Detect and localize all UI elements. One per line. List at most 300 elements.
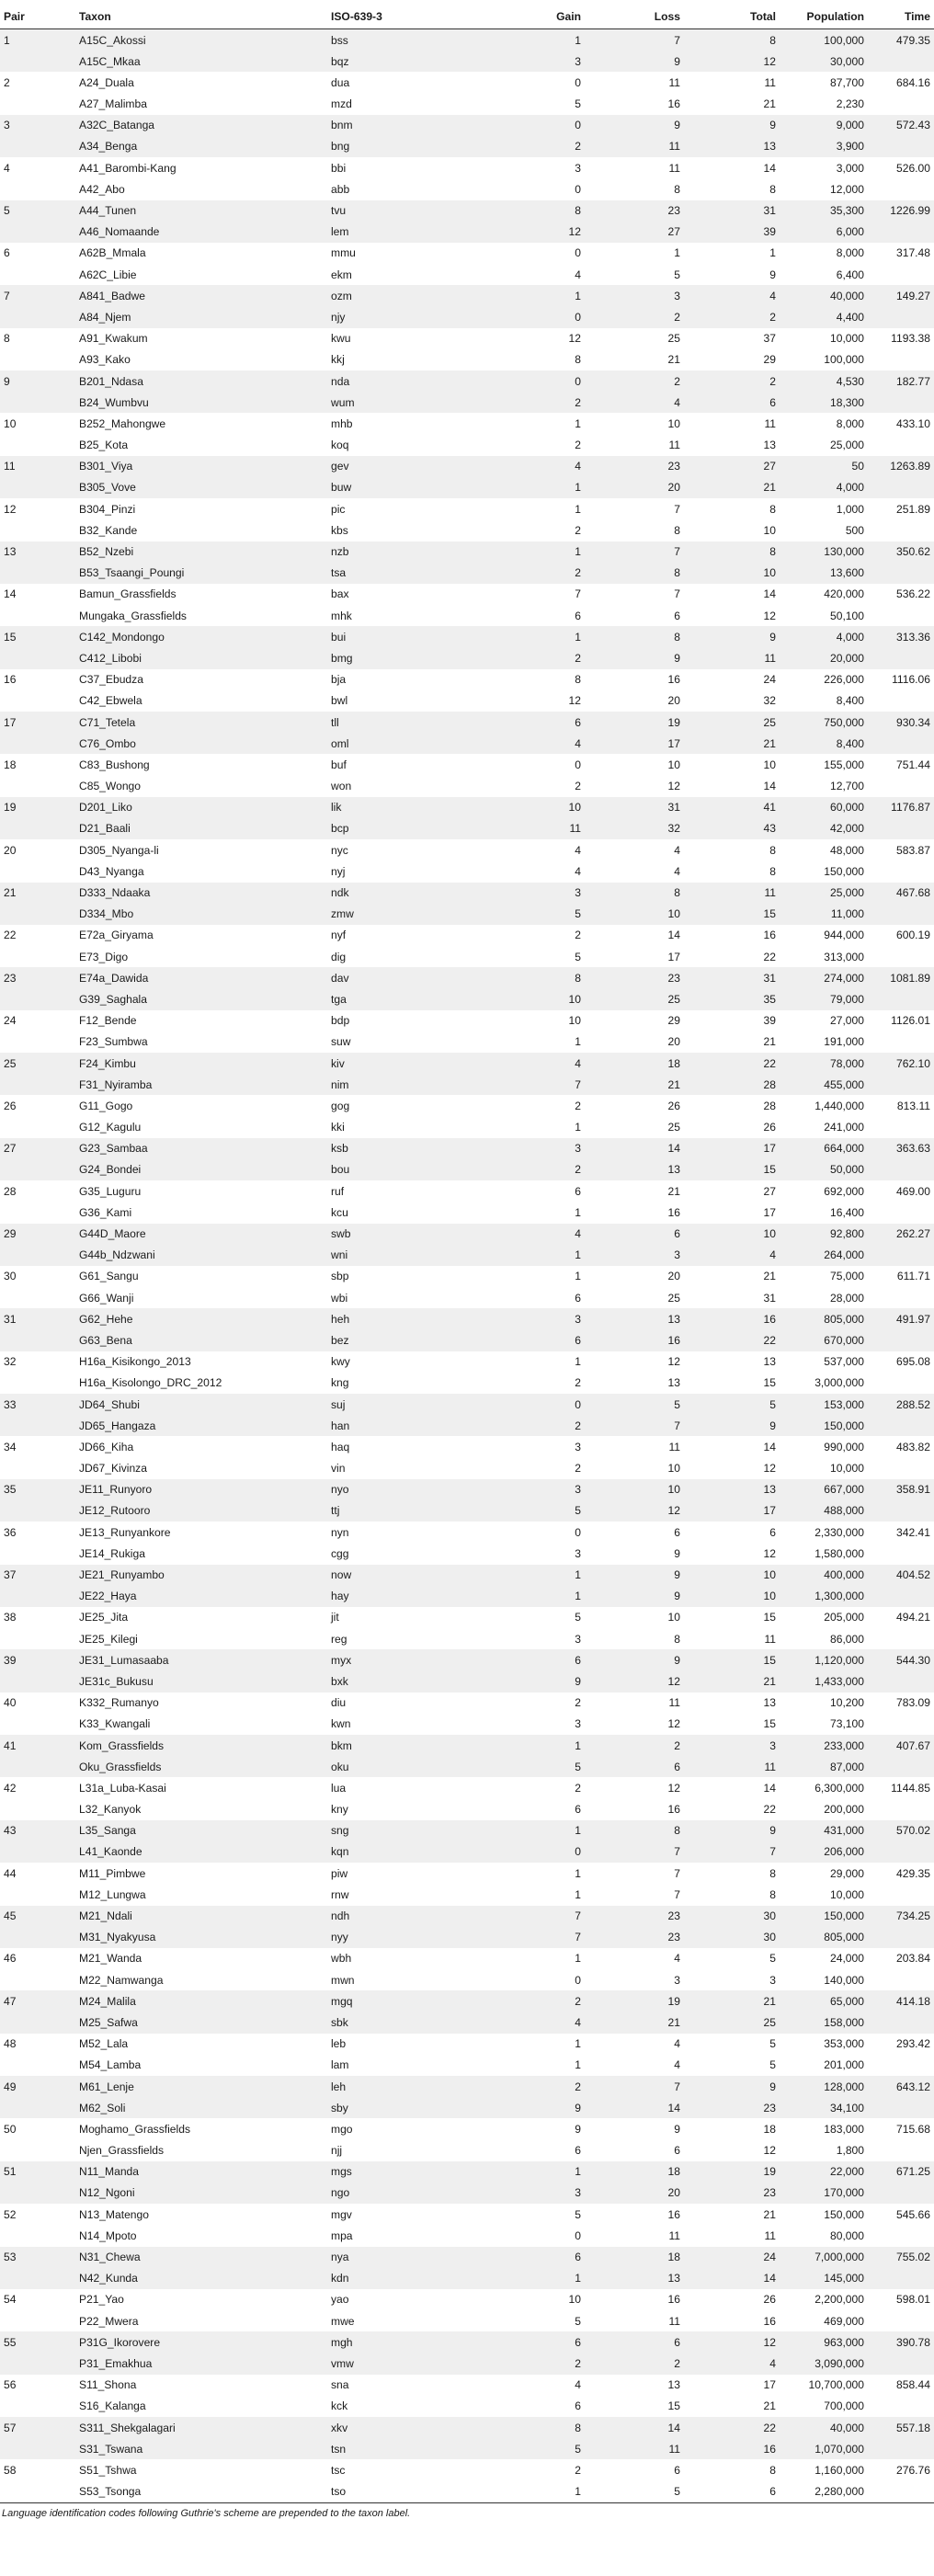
cell-gain: 10 <box>465 797 585 818</box>
cell-time: 467.68 <box>868 883 934 904</box>
cell-total: 15 <box>763 1717 776 1731</box>
cell-pair: 24 <box>4 1014 17 1028</box>
cell-taxon: B53_Tsaangi_Poungi <box>75 563 327 584</box>
cell-taxon: G61_Sangu <box>79 1270 139 1283</box>
cell-loss: 9 <box>674 2122 680 2136</box>
cell-iso: bax <box>331 587 349 601</box>
cell-iso: mpa <box>331 2228 353 2242</box>
cell-taxon: C37_Ebudza <box>79 673 143 687</box>
cell-time <box>868 988 934 1009</box>
cell-iso: nim <box>327 1074 465 1095</box>
cell-pair <box>0 1586 75 1607</box>
cell-loss: 20 <box>585 477 684 498</box>
cell-gain: 1 <box>575 416 581 430</box>
cell-time <box>868 1756 934 1777</box>
cell-pair: 56 <box>4 2378 17 2392</box>
cell-population: 8,400 <box>780 733 868 754</box>
cell-iso: tga <box>327 988 465 1009</box>
table-row <box>0 1927 934 1948</box>
cell-time: 1116.06 <box>892 673 930 687</box>
cell-loss: 6 <box>674 2463 680 2477</box>
table-row <box>0 2396 934 2417</box>
cell-total: 11 <box>764 416 776 430</box>
cell-gain: 6 <box>575 1184 581 1198</box>
cell-gain: 7 <box>465 1074 585 1095</box>
cell-total: 13 <box>763 439 776 452</box>
cell-total: 9 <box>684 2076 780 2097</box>
cell-taxon: B32_Kande <box>79 523 138 537</box>
cell-population: 431,000 <box>780 1820 868 1841</box>
cell-total: 32 <box>763 694 776 708</box>
cell-loss: 20 <box>667 1270 680 1283</box>
cell-pair: 15 <box>0 626 75 647</box>
cell-pair <box>0 1202 75 1223</box>
cell-time: 600.19 <box>896 929 930 942</box>
cell-time <box>868 563 934 584</box>
cell-time <box>868 1287 934 1308</box>
cell-taxon: S51_Tshwa <box>79 2463 137 2477</box>
cell-pair: 28 <box>4 1184 17 1198</box>
cell-loss: 8 <box>585 1820 684 1841</box>
cell-total: 16 <box>684 1308 780 1329</box>
cell-total: 10 <box>684 1565 780 1586</box>
cell-iso: bxk <box>327 1670 465 1692</box>
table-footnote: Language identification codes following Guthrie's scheme are prepended to the taxon label. <box>2 2507 411 2519</box>
cell-iso: vin <box>331 1462 346 1476</box>
cell-loss: 9 <box>585 1565 684 1586</box>
cell-total: 28 <box>763 1099 776 1112</box>
cell-time <box>868 2225 934 2246</box>
table-row <box>0 285 934 306</box>
cell-iso: bnm <box>327 115 465 136</box>
cell-loss: 8 <box>585 883 684 904</box>
cell-loss: 11 <box>668 1696 680 1710</box>
cell-taxon: A91_Kwakum <box>79 332 148 346</box>
cell-loss: 16 <box>667 97 680 111</box>
cell-pair <box>0 861 75 882</box>
cell-total: 16 <box>684 2438 780 2459</box>
cell-pair: 29 <box>0 1224 75 1245</box>
cell-loss: 12 <box>585 1670 684 1692</box>
cell-time <box>868 1415 934 1436</box>
header-total: Total <box>684 4 780 29</box>
cell-gain: 2 <box>465 2353 585 2374</box>
cell-pair: 49 <box>0 2076 75 2097</box>
cell-population: 2,200,000 <box>814 2293 864 2307</box>
table-row <box>0 1693 934 1714</box>
cell-gain: 1 <box>465 477 585 498</box>
cell-pair: 33 <box>0 1394 75 1415</box>
cell-total: 12 <box>684 51 780 72</box>
cell-time <box>868 1841 934 1863</box>
cell-time: 858.44 <box>896 2378 930 2392</box>
cell-total: 8 <box>769 843 776 857</box>
cell-taxon: JD65_Hangaza <box>75 1415 327 1436</box>
cell-loss: 9 <box>585 1649 684 1670</box>
cell-loss: 6 <box>585 1224 684 1245</box>
cell-pair: 55 <box>0 2331 75 2353</box>
cell-iso: diu <box>331 1696 347 1710</box>
cell-loss: 16 <box>667 2293 680 2307</box>
table-row <box>0 1863 934 1884</box>
cell-taxon: Oku_Grassfields <box>75 1756 327 1777</box>
cell-gain: 1 <box>465 541 585 563</box>
cell-loss: 6 <box>585 2331 684 2353</box>
cell-pair: 45 <box>0 1906 75 1927</box>
cell-population: 353,000 <box>824 2037 864 2051</box>
cell-iso: mgo <box>331 2122 353 2136</box>
cell-iso: bbi <box>331 161 347 175</box>
header-population: Population <box>780 4 868 29</box>
cell-population: 1,070,000 <box>780 2438 868 2459</box>
cell-iso: bui <box>327 626 465 647</box>
cell-total: 9 <box>684 1820 780 1841</box>
cell-pair: 53 <box>0 2247 75 2268</box>
cell-time <box>868 1245 934 1266</box>
cell-taxon: A32C_Batanga <box>75 115 327 136</box>
cell-time: 930.34 <box>868 712 934 733</box>
table-row <box>0 1948 934 1969</box>
cell-pair: 10 <box>4 416 17 430</box>
cell-gain: 2 <box>465 1990 585 2012</box>
cell-pair: 43 <box>0 1820 75 1841</box>
cell-iso: nyj <box>331 864 346 878</box>
cell-taxon: JE13_Runyankore <box>79 1525 171 1539</box>
cell-gain: 1 <box>465 2481 585 2503</box>
cell-iso: swb <box>327 1224 465 1245</box>
cell-time: 671.25 <box>868 2161 934 2183</box>
cell-iso: kdn <box>327 2268 465 2289</box>
cell-total: 10 <box>763 758 776 771</box>
cell-loss: 11 <box>668 439 680 452</box>
cell-taxon: Kom_Grassfields <box>75 1735 327 1756</box>
cell-taxon: M52_Lala <box>79 2037 129 2051</box>
cell-taxon: F24_Kimbu <box>75 1053 327 1074</box>
table-row <box>0 136 934 157</box>
cell-taxon: K33_Kwangali <box>79 1717 151 1731</box>
table-row <box>0 1543 934 1564</box>
cell-total: 9 <box>684 1415 780 1436</box>
cell-total: 8 <box>684 541 780 563</box>
cell-time: 182.77 <box>868 370 934 392</box>
cell-taxon: JE12_Rutooro <box>75 1500 327 1522</box>
cell-taxon: G44b_Ndzwani <box>75 1245 327 1266</box>
cell-pair: 22 <box>4 929 17 942</box>
cell-pair: 17 <box>0 712 75 733</box>
cell-time <box>868 2438 934 2459</box>
cell-time: 429.35 <box>896 1866 930 1880</box>
cell-gain: 4 <box>465 456 585 477</box>
cell-taxon: JE22_Haya <box>75 1586 327 1607</box>
cell-iso: ttj <box>327 1500 465 1522</box>
cell-taxon: Bamun_Grassfields <box>79 587 177 601</box>
table-row <box>0 861 934 882</box>
cell-loss: 4 <box>585 392 684 413</box>
cell-gain: 4 <box>465 733 585 754</box>
cell-gain: 4 <box>575 2378 581 2392</box>
cell-time <box>868 1543 934 1564</box>
cell-population: 34,100 <box>780 2097 868 2118</box>
cell-pair: 12 <box>4 502 17 516</box>
cell-population: 130,000 <box>780 541 868 563</box>
cell-loss: 8 <box>674 1632 680 1646</box>
cell-pair <box>0 1074 75 1095</box>
cell-population: 313,000 <box>824 950 864 963</box>
cell-time <box>868 1202 934 1223</box>
cell-total: 6 <box>684 2481 780 2503</box>
cell-pair <box>0 2183 75 2204</box>
cell-pair: 23 <box>0 967 75 988</box>
cell-gain: 0 <box>575 1525 581 1539</box>
cell-gain: 0 <box>465 1841 585 1863</box>
cell-population: 537,000 <box>824 1355 864 1369</box>
cell-gain: 0 <box>465 306 585 327</box>
cell-population: 6,300,000 <box>814 1781 864 1795</box>
cell-time: 684.16 <box>896 75 930 89</box>
cell-loss: 7 <box>585 1841 684 1863</box>
cell-time <box>868 349 934 370</box>
cell-pair <box>0 349 75 370</box>
cell-gain: 7 <box>465 1927 585 1948</box>
cell-time: 1226.99 <box>868 200 934 222</box>
cell-iso: won <box>331 780 352 793</box>
cell-iso: nya <box>327 2247 465 2268</box>
cell-total: 39 <box>763 1014 776 1028</box>
cell-taxon: S53_Tsonga <box>75 2481 327 2503</box>
cell-total: 15 <box>763 1376 776 1390</box>
table-row <box>0 1117 934 1138</box>
cell-population: 18,300 <box>780 392 868 413</box>
cell-population: 1,433,000 <box>780 1670 868 1692</box>
table-row <box>0 1500 934 1522</box>
table-row <box>0 712 934 733</box>
cell-gain: 1 <box>465 626 585 647</box>
cell-time: 526.00 <box>896 161 930 175</box>
cell-taxon: L31a_Luba-Kasai <box>79 1781 166 1795</box>
cell-total: 10 <box>684 1586 780 1607</box>
cell-taxon: JE21_Runyambo <box>75 1565 327 1586</box>
cell-gain: 2 <box>575 1376 581 1390</box>
cell-total: 9 <box>769 268 776 281</box>
cell-population: 155,000 <box>824 758 864 771</box>
table-row <box>0 51 934 72</box>
cell-time: 276.76 <box>896 2463 930 2477</box>
cell-pair <box>0 1329 75 1351</box>
cell-total: 21 <box>763 1270 776 1283</box>
cell-total: 12 <box>763 2144 776 2158</box>
cell-gain: 4 <box>575 268 581 281</box>
cell-population: 2,280,000 <box>780 2481 868 2503</box>
cell-population: 205,000 <box>824 1611 864 1624</box>
cell-loss: 2 <box>585 370 684 392</box>
cell-loss: 7 <box>585 541 684 563</box>
cell-time <box>868 2140 934 2161</box>
cell-population: 25,000 <box>830 439 864 452</box>
cell-iso: mgs <box>327 2161 465 2183</box>
cell-time <box>868 776 934 797</box>
cell-loss: 23 <box>585 1927 684 1948</box>
cell-pair <box>0 1159 75 1180</box>
cell-population: 3,900 <box>780 136 868 157</box>
table-row <box>0 392 934 413</box>
cell-taxon: F23_Sumbwa <box>79 1035 148 1049</box>
cell-pair: 41 <box>0 1735 75 1756</box>
cell-time: 479.35 <box>868 29 934 51</box>
cell-iso: nyo <box>327 1479 465 1500</box>
cell-iso: nyc <box>331 843 348 857</box>
cell-total: 12 <box>763 1546 776 1560</box>
cell-loss: 21 <box>585 1074 684 1095</box>
cell-time: 570.02 <box>868 1820 934 1841</box>
cell-total: 11 <box>684 883 780 904</box>
cell-population: 8,400 <box>836 694 864 708</box>
cell-total: 8 <box>769 1887 776 1901</box>
table-row <box>0 2353 934 2374</box>
cell-iso: haq <box>331 1440 350 1453</box>
table-row <box>0 2183 934 2204</box>
cell-taxon: N13_Matengo <box>79 2207 149 2221</box>
cell-pair <box>0 264 75 285</box>
cell-iso: tsn <box>327 2438 465 2459</box>
table-row <box>0 1266 934 1287</box>
cell-loss: 2 <box>585 1735 684 1756</box>
cell-total: 13 <box>763 1696 776 1710</box>
cell-time <box>868 861 934 882</box>
cell-population: 3,000 <box>836 161 864 175</box>
table-row <box>0 222 934 243</box>
table-row <box>0 1735 934 1756</box>
cell-population: 1,300,000 <box>780 1586 868 1607</box>
cell-loss: 14 <box>585 2417 684 2438</box>
table-row <box>0 94 934 115</box>
cell-total: 37 <box>763 332 776 346</box>
cell-iso: rnw <box>331 1887 349 1901</box>
cell-total: 11 <box>764 2228 776 2242</box>
cell-loss: 7 <box>585 29 684 51</box>
cell-loss: 29 <box>667 1014 680 1028</box>
cell-taxon: B24_Wumbvu <box>75 392 327 413</box>
cell-taxon: Mungaka_Grassfields <box>79 609 187 622</box>
cell-gain: 0 <box>575 758 581 771</box>
cell-taxon: S311_Shekgalagari <box>75 2417 327 2438</box>
cell-gain: 5 <box>465 904 585 925</box>
cell-iso: bcp <box>327 818 465 839</box>
cell-population: 78,000 <box>780 1053 868 1074</box>
table-row <box>0 1032 934 1053</box>
cell-gain: 1 <box>465 1586 585 1607</box>
cell-population: 86,000 <box>830 1632 864 1646</box>
cell-iso: sby <box>327 2097 465 2118</box>
cell-total: 14 <box>763 161 776 175</box>
cell-iso: ndh <box>327 1906 465 1927</box>
header-pair: Pair <box>0 4 75 29</box>
cell-gain: 7 <box>575 587 581 601</box>
cell-gain: 7 <box>465 1906 585 1927</box>
cell-iso: lua <box>331 1781 347 1795</box>
cell-iso: bss <box>327 29 465 51</box>
cell-gain: 1 <box>575 1887 581 1901</box>
cell-pair <box>0 2140 75 2161</box>
cell-gain: 2 <box>575 2463 581 2477</box>
cell-loss: 11 <box>668 2314 680 2328</box>
cell-iso: xkv <box>327 2417 465 2438</box>
cell-population: 805,000 <box>780 1308 868 1329</box>
cell-loss: 21 <box>585 2012 684 2033</box>
cell-gain: 2 <box>465 2076 585 2097</box>
cell-total: 16 <box>763 2314 776 2328</box>
cell-population: 12,000 <box>830 182 864 196</box>
cell-iso: kny <box>331 1803 348 1817</box>
cell-iso: heh <box>327 1308 465 1329</box>
cell-time <box>868 818 934 839</box>
cell-pair <box>0 1117 75 1138</box>
cell-time: 572.43 <box>868 115 934 136</box>
cell-iso: ndk <box>327 883 465 904</box>
cell-gain: 1 <box>465 1565 585 1586</box>
cell-pair <box>0 904 75 925</box>
cell-gain: 2 <box>465 136 585 157</box>
cell-taxon: A24_Duala <box>79 75 134 89</box>
cell-gain: 4 <box>465 1053 585 1074</box>
cell-time: 342.41 <box>896 1525 930 1539</box>
cell-gain: 0 <box>575 182 581 196</box>
cell-pair: 36 <box>4 1525 17 1539</box>
cell-iso: bou <box>327 1159 465 1180</box>
table-row <box>0 370 934 392</box>
cell-iso: kwy <box>331 1355 350 1369</box>
table-row <box>0 1458 934 1479</box>
cell-loss: 10 <box>667 758 680 771</box>
cell-taxon: M61_Lenje <box>75 2076 327 2097</box>
cell-time <box>868 2183 934 2204</box>
table-row <box>0 1906 934 1927</box>
table-row <box>0 1245 934 1266</box>
cell-taxon: D333_Ndaaka <box>75 883 327 904</box>
cell-pair <box>0 2310 75 2331</box>
cell-gain: 2 <box>575 1099 581 1112</box>
cell-taxon: G11_Gogo <box>79 1099 133 1112</box>
cell-loss: 23 <box>585 967 684 988</box>
table-row <box>0 904 934 925</box>
table-row <box>0 2459 934 2480</box>
cell-pair <box>0 94 75 115</box>
table-row <box>0 925 934 946</box>
cell-gain: 2 <box>465 1415 585 1436</box>
cell-total: 21 <box>684 477 780 498</box>
cell-taxon: C42_Ebwela <box>79 694 142 708</box>
cell-iso: wum <box>327 392 465 413</box>
cell-pair <box>0 2097 75 2118</box>
cell-taxon: D334_Mbo <box>75 904 327 925</box>
cell-total: 22 <box>684 1329 780 1351</box>
cell-iso: nyy <box>327 1927 465 1948</box>
cell-pair <box>0 1714 75 1735</box>
cell-pair: 8 <box>4 332 10 346</box>
cell-taxon: N11_Manda <box>75 2161 327 2183</box>
cell-pair: 30 <box>4 1270 17 1283</box>
cell-total: 8 <box>769 1866 776 1880</box>
cell-loss: 11 <box>585 136 684 157</box>
cell-gain: 4 <box>465 1224 585 1245</box>
cell-time: 358.91 <box>868 1479 934 1500</box>
cell-pair <box>0 2012 75 2033</box>
cell-total: 22 <box>763 950 776 963</box>
cell-loss: 12 <box>667 1781 680 1795</box>
table-row <box>0 1287 934 1308</box>
cell-population: 170,000 <box>780 2183 868 2204</box>
cell-total: 1 <box>769 246 776 260</box>
cell-population: 805,000 <box>780 1927 868 1948</box>
